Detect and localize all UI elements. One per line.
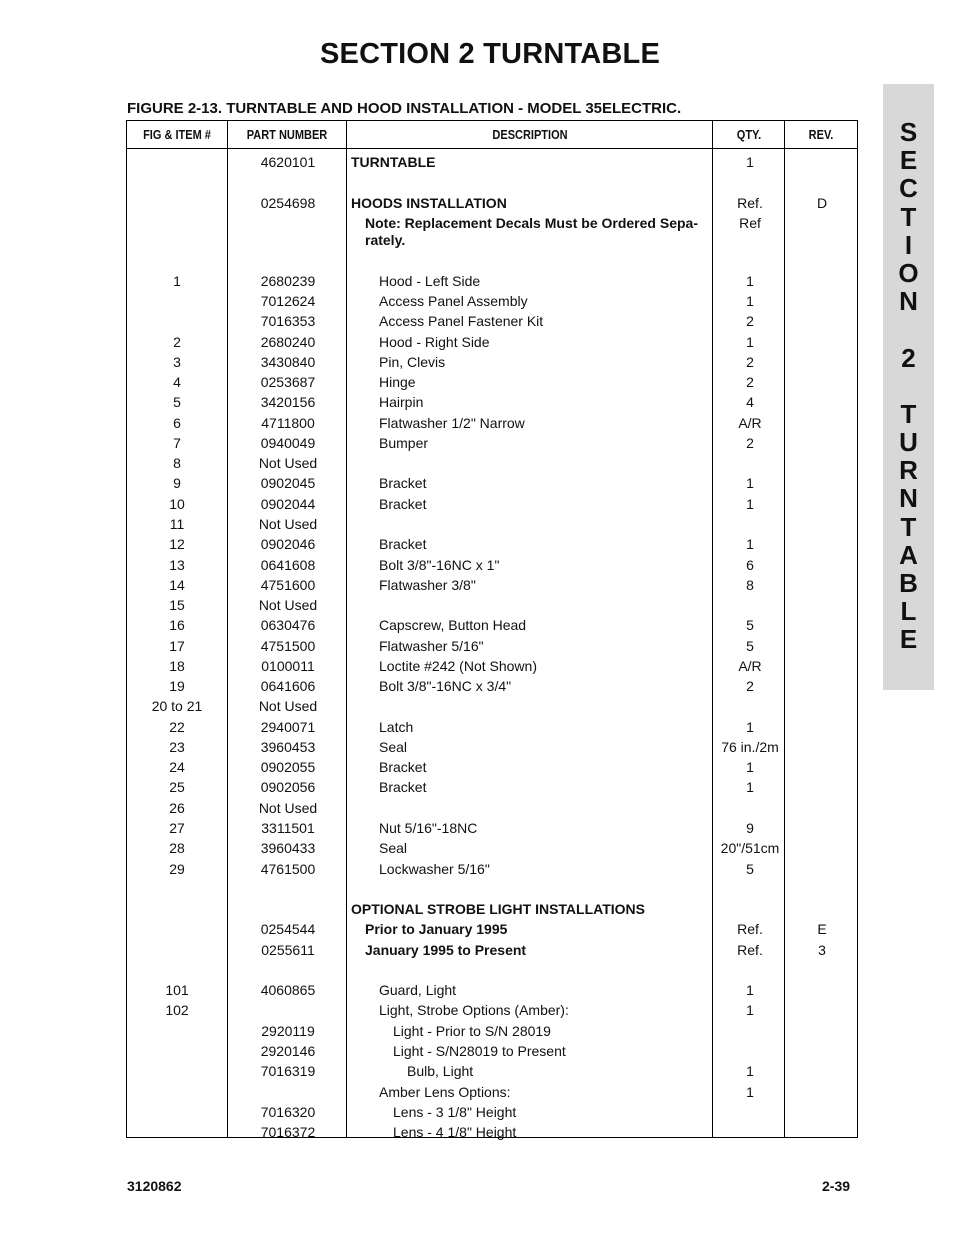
qty-cell: 6 (746, 557, 754, 573)
qty-cell: 1 (746, 1063, 754, 1079)
tab-letter: T (900, 201, 917, 232)
table-row (127, 800, 857, 820)
part-number-cell: 0902046 (260, 536, 316, 552)
qty-cell: 1 (746, 154, 754, 170)
description-cell: Light - Prior to S/N 28019 (393, 1023, 551, 1039)
header-description: DESCRIPTION (492, 127, 568, 142)
table-row (127, 415, 857, 435)
tab-letter: N (899, 483, 918, 514)
parts-table (126, 120, 858, 1138)
table-row (127, 334, 857, 354)
table-row (127, 658, 857, 678)
qty-cell: A/R (738, 658, 762, 674)
part-number-cell: 2920119 (261, 1023, 315, 1039)
header-part-number: PART NUMBER (246, 127, 328, 142)
description-cell: Light, Strobe Options (Amber): (379, 1002, 569, 1018)
rev-cell: 3 (818, 942, 826, 958)
tab-letter: T (900, 511, 917, 542)
table-row (127, 313, 857, 333)
qty-cell: 2 (746, 678, 754, 694)
part-number-cell: 0255611 (261, 942, 315, 958)
tab-letter: N (899, 286, 918, 317)
description-cell: TURNTABLE (351, 154, 436, 170)
table-row (127, 921, 857, 941)
table-row (127, 982, 857, 1002)
table-row (127, 1043, 857, 1063)
description-cell: Flatwasher 1/2" Narrow (379, 415, 525, 431)
part-number-cell: 3430840 (260, 354, 316, 370)
part-number-cell: 2940071 (260, 719, 316, 735)
qty-cell: 1 (746, 759, 754, 775)
tab-letter: L (900, 596, 917, 627)
fig-item-cell: 102 (165, 1002, 189, 1018)
table-row (127, 536, 857, 556)
fig-item-cell: 25 (169, 779, 185, 795)
qty-cell: 76 in./2m (721, 739, 779, 755)
description-cell: Bolt 3/8"-16NC x 1" (379, 557, 500, 573)
table-body (127, 149, 857, 1140)
qty-cell: 8 (746, 577, 754, 593)
tab-letter: I (904, 229, 913, 260)
rev-cell: E (817, 921, 827, 937)
table-row (127, 739, 857, 759)
tab-letter: A (899, 539, 918, 570)
table-row (127, 1104, 857, 1124)
qty-cell: 20"/51cm (720, 840, 780, 856)
qty-cell: 5 (746, 617, 754, 633)
fig-item-cell: 22 (169, 719, 185, 735)
qty-cell: 1 (746, 496, 754, 512)
table-row (127, 394, 857, 414)
description-cell: Nut 5/16"-18NC (379, 820, 478, 836)
fig-item-cell: 4 (173, 374, 181, 390)
description-cell: Bolt 3/8"-16NC x 3/4" (379, 678, 512, 694)
table-row (127, 496, 857, 516)
table-row (127, 638, 857, 658)
qty-cell: 1 (746, 1002, 754, 1018)
table-row (127, 273, 857, 293)
header-rev: REV. (808, 127, 834, 142)
tab-letter (883, 315, 934, 343)
table-row (127, 154, 857, 174)
description-cell: Bulb, Light (407, 1063, 474, 1079)
fig-item-cell: 29 (169, 861, 185, 877)
qty-cell: 1 (746, 293, 754, 309)
fig-item-cell: 7 (173, 435, 181, 451)
figure-title: FIGURE 2-13. TURNTABLE AND HOOD INSTALLATION - MODEL 35ELECTRIC. (127, 100, 682, 117)
fig-item-cell: 19 (169, 678, 185, 694)
part-number-cell: 2680240 (260, 334, 316, 350)
description-cell: Latch (379, 719, 414, 735)
fig-item-cell: 18 (169, 658, 185, 674)
tab-letter: S (899, 117, 918, 147)
tab-letter (883, 372, 934, 400)
table-row (127, 354, 857, 374)
part-number-cell: 0630476 (260, 617, 316, 633)
table-row (127, 455, 857, 475)
description-cell: Seal (379, 840, 408, 856)
tab-letter: C (899, 173, 918, 204)
fig-item-cell: 26 (169, 800, 185, 816)
tab-letter: 2 (901, 342, 916, 373)
table-row (127, 374, 857, 394)
qty-cell: 5 (746, 638, 754, 654)
description-cell: Note: Replacement Decals Must be Ordered Sepa- (365, 215, 698, 231)
part-number-cell: 0641608 (260, 557, 316, 573)
fig-item-cell: 1 (173, 273, 181, 289)
qty-cell: 1 (746, 1084, 754, 1100)
description-cell: rately. (365, 232, 406, 248)
description-cell: Bracket (379, 475, 427, 491)
qty-cell: 1 (746, 334, 754, 350)
fig-item-cell: 27 (169, 820, 185, 836)
part-number-cell: 4620101 (260, 154, 316, 170)
description-cell: Flatwasher 5/16" (379, 638, 484, 654)
tab-letter: U (899, 427, 918, 458)
table-row (127, 759, 857, 779)
description-cell: Hood - Right Side (379, 334, 490, 350)
table-row (127, 840, 857, 860)
part-number-cell: 4761500 (260, 861, 316, 877)
qty-cell: 2 (746, 435, 754, 451)
tab-letter: R (899, 455, 918, 486)
tab-letter: T (900, 398, 917, 429)
description-cell: Loctite #242 (Not Shown) (379, 658, 537, 674)
qty-cell: Ref (739, 215, 761, 231)
description-cell: Bracket (379, 496, 427, 512)
part-number-cell: 0902056 (260, 779, 316, 795)
qty-cell: Ref. (737, 195, 763, 211)
table-row (127, 232, 857, 252)
fig-item-cell: 11 (169, 516, 185, 532)
table-row (127, 597, 857, 617)
fig-item-cell: 14 (169, 577, 185, 593)
part-number-cell: Not Used (258, 800, 318, 816)
part-number-cell: 7016353 (260, 313, 316, 329)
table-row (127, 1124, 857, 1144)
part-number-cell: 0253687 (260, 374, 316, 390)
part-number-cell: 0641606 (260, 678, 316, 694)
tab-letter: E (899, 624, 918, 655)
qty-cell: 1 (746, 475, 754, 491)
table-row (127, 719, 857, 739)
fig-item-cell: 28 (169, 840, 185, 856)
qty-cell: 2 (746, 354, 754, 370)
qty-cell: 1 (746, 719, 754, 735)
table-row (127, 293, 857, 313)
fig-item-cell: 3 (173, 354, 181, 370)
part-number-cell: 0902045 (260, 475, 316, 491)
description-cell: OPTIONAL STROBE LIGHT INSTALLATIONS (351, 901, 645, 917)
fig-item-cell: 20 to 21 (151, 698, 203, 714)
table-row (127, 617, 857, 637)
table-row (127, 557, 857, 577)
table-row (127, 901, 857, 921)
fig-item-cell: 5 (173, 394, 181, 410)
qty-cell: A/R (738, 415, 762, 431)
qty-cell: 1 (746, 536, 754, 552)
part-number-cell: 0254544 (260, 921, 316, 937)
table-row (127, 1002, 857, 1022)
part-number-cell: 3420156 (260, 394, 316, 410)
part-number-cell: 4711800 (261, 415, 315, 431)
qty-cell: 2 (746, 313, 754, 329)
fig-item-cell: 24 (169, 759, 185, 775)
description-cell: Access Panel Assembly (379, 293, 528, 309)
description-cell: Flatwasher 3/8" (379, 577, 476, 593)
description-cell: Lens - 3 1/8" Height (393, 1104, 517, 1120)
description-cell: Bracket (379, 779, 427, 795)
fig-item-cell: 23 (169, 739, 185, 755)
part-number-cell: 4751600 (260, 577, 316, 593)
fig-item-cell: 13 (169, 557, 185, 573)
description-cell: Lockwasher 5/16" (379, 861, 490, 877)
part-number-cell: 0902044 (260, 496, 316, 512)
qty-cell: 2 (746, 374, 754, 390)
description-cell: Light - S/N28019 to Present (393, 1043, 566, 1059)
table-row (127, 195, 857, 215)
part-number-cell: 3311501 (261, 820, 315, 836)
table-row (127, 577, 857, 597)
table-row (127, 516, 857, 536)
table-row (127, 779, 857, 799)
fig-item-cell: 6 (173, 415, 181, 431)
description-cell: Access Panel Fastener Kit (379, 313, 544, 329)
description-cell: Hood - Left Side (379, 273, 481, 289)
tab-letter: E (899, 145, 918, 176)
description-cell: Bumper (379, 435, 429, 451)
fig-item-cell: 9 (173, 475, 181, 491)
table-row (127, 1023, 857, 1043)
qty-cell: 4 (746, 394, 754, 410)
description-cell: HOODS INSTALLATION (351, 195, 507, 211)
page-number: 2-39 (822, 1178, 851, 1194)
description-cell: Bracket (379, 536, 427, 552)
part-number-cell: 2680239 (260, 273, 316, 289)
part-number-cell: 2920146 (260, 1043, 316, 1059)
table-row (127, 820, 857, 840)
part-number-cell: 7016319 (260, 1063, 316, 1079)
part-number-cell: 0100011 (261, 658, 315, 674)
description-cell: Lens - 4 1/8" Height (393, 1124, 517, 1140)
description-cell: Bracket (379, 759, 427, 775)
part-number-cell: 3960453 (260, 739, 316, 755)
part-number-cell: 7012624 (260, 293, 316, 309)
description-cell: Guard, Light (379, 982, 457, 998)
table-row (127, 1084, 857, 1104)
part-number-cell: 0940049 (260, 435, 316, 451)
fig-item-cell: 12 (169, 536, 185, 552)
document-number: 3120862 (127, 1178, 182, 1194)
part-number-cell: 0254698 (260, 195, 316, 211)
part-number-cell: 4060865 (260, 982, 316, 998)
table-row (127, 1063, 857, 1083)
tab-letter: O (898, 257, 919, 288)
description-cell: Hairpin (379, 394, 424, 410)
part-number-cell: 0902055 (260, 759, 316, 775)
table-row (127, 942, 857, 962)
qty-cell: Ref. (737, 921, 763, 937)
tab-letter: B (899, 568, 918, 598)
section-title: SECTION 2 TURNTABLE (320, 38, 660, 70)
part-number-cell: 3960433 (260, 840, 316, 856)
fig-item-cell: 16 (169, 617, 185, 633)
table-row (127, 678, 857, 698)
description-cell: Hinge (379, 374, 416, 390)
table-row (127, 861, 857, 881)
table-row (127, 698, 857, 718)
description-cell: January 1995 to Present (365, 942, 527, 958)
fig-item-cell: 101 (165, 982, 189, 998)
qty-cell: 5 (746, 861, 754, 877)
fig-item-cell: 17 (169, 638, 185, 654)
qty-cell: Ref. (737, 942, 763, 958)
table-row (127, 435, 857, 455)
description-cell: Prior to January 1995 (365, 921, 508, 937)
part-number-cell: Not Used (258, 698, 318, 714)
fig-item-cell: 10 (169, 496, 185, 512)
qty-cell: 1 (746, 779, 754, 795)
fig-item-cell: 2 (173, 334, 181, 350)
description-cell: Seal (379, 739, 408, 755)
qty-cell: 9 (746, 820, 754, 836)
table-header (127, 121, 857, 149)
fig-item-cell: 8 (173, 455, 181, 471)
section-side-tab (883, 84, 934, 690)
header-fig-item: FIG & ITEM # (143, 127, 211, 142)
part-number-cell: 4751500 (260, 638, 316, 654)
description-cell: Amber Lens Options: (379, 1084, 511, 1100)
header-qty: QTY. (736, 127, 762, 142)
qty-cell: 1 (746, 982, 754, 998)
part-number-cell: 7016372 (260, 1124, 316, 1140)
part-number-cell: 7016320 (260, 1104, 316, 1120)
rev-cell: D (816, 195, 828, 211)
table-row (127, 475, 857, 495)
qty-cell: 1 (746, 273, 754, 289)
part-number-cell: Not Used (258, 597, 318, 613)
fig-item-cell: 15 (169, 597, 185, 613)
part-number-cell: Not Used (258, 455, 318, 471)
part-number-cell: Not Used (258, 516, 318, 532)
description-cell: Capscrew, Button Head (379, 617, 527, 633)
description-cell: Pin, Clevis (379, 354, 446, 370)
